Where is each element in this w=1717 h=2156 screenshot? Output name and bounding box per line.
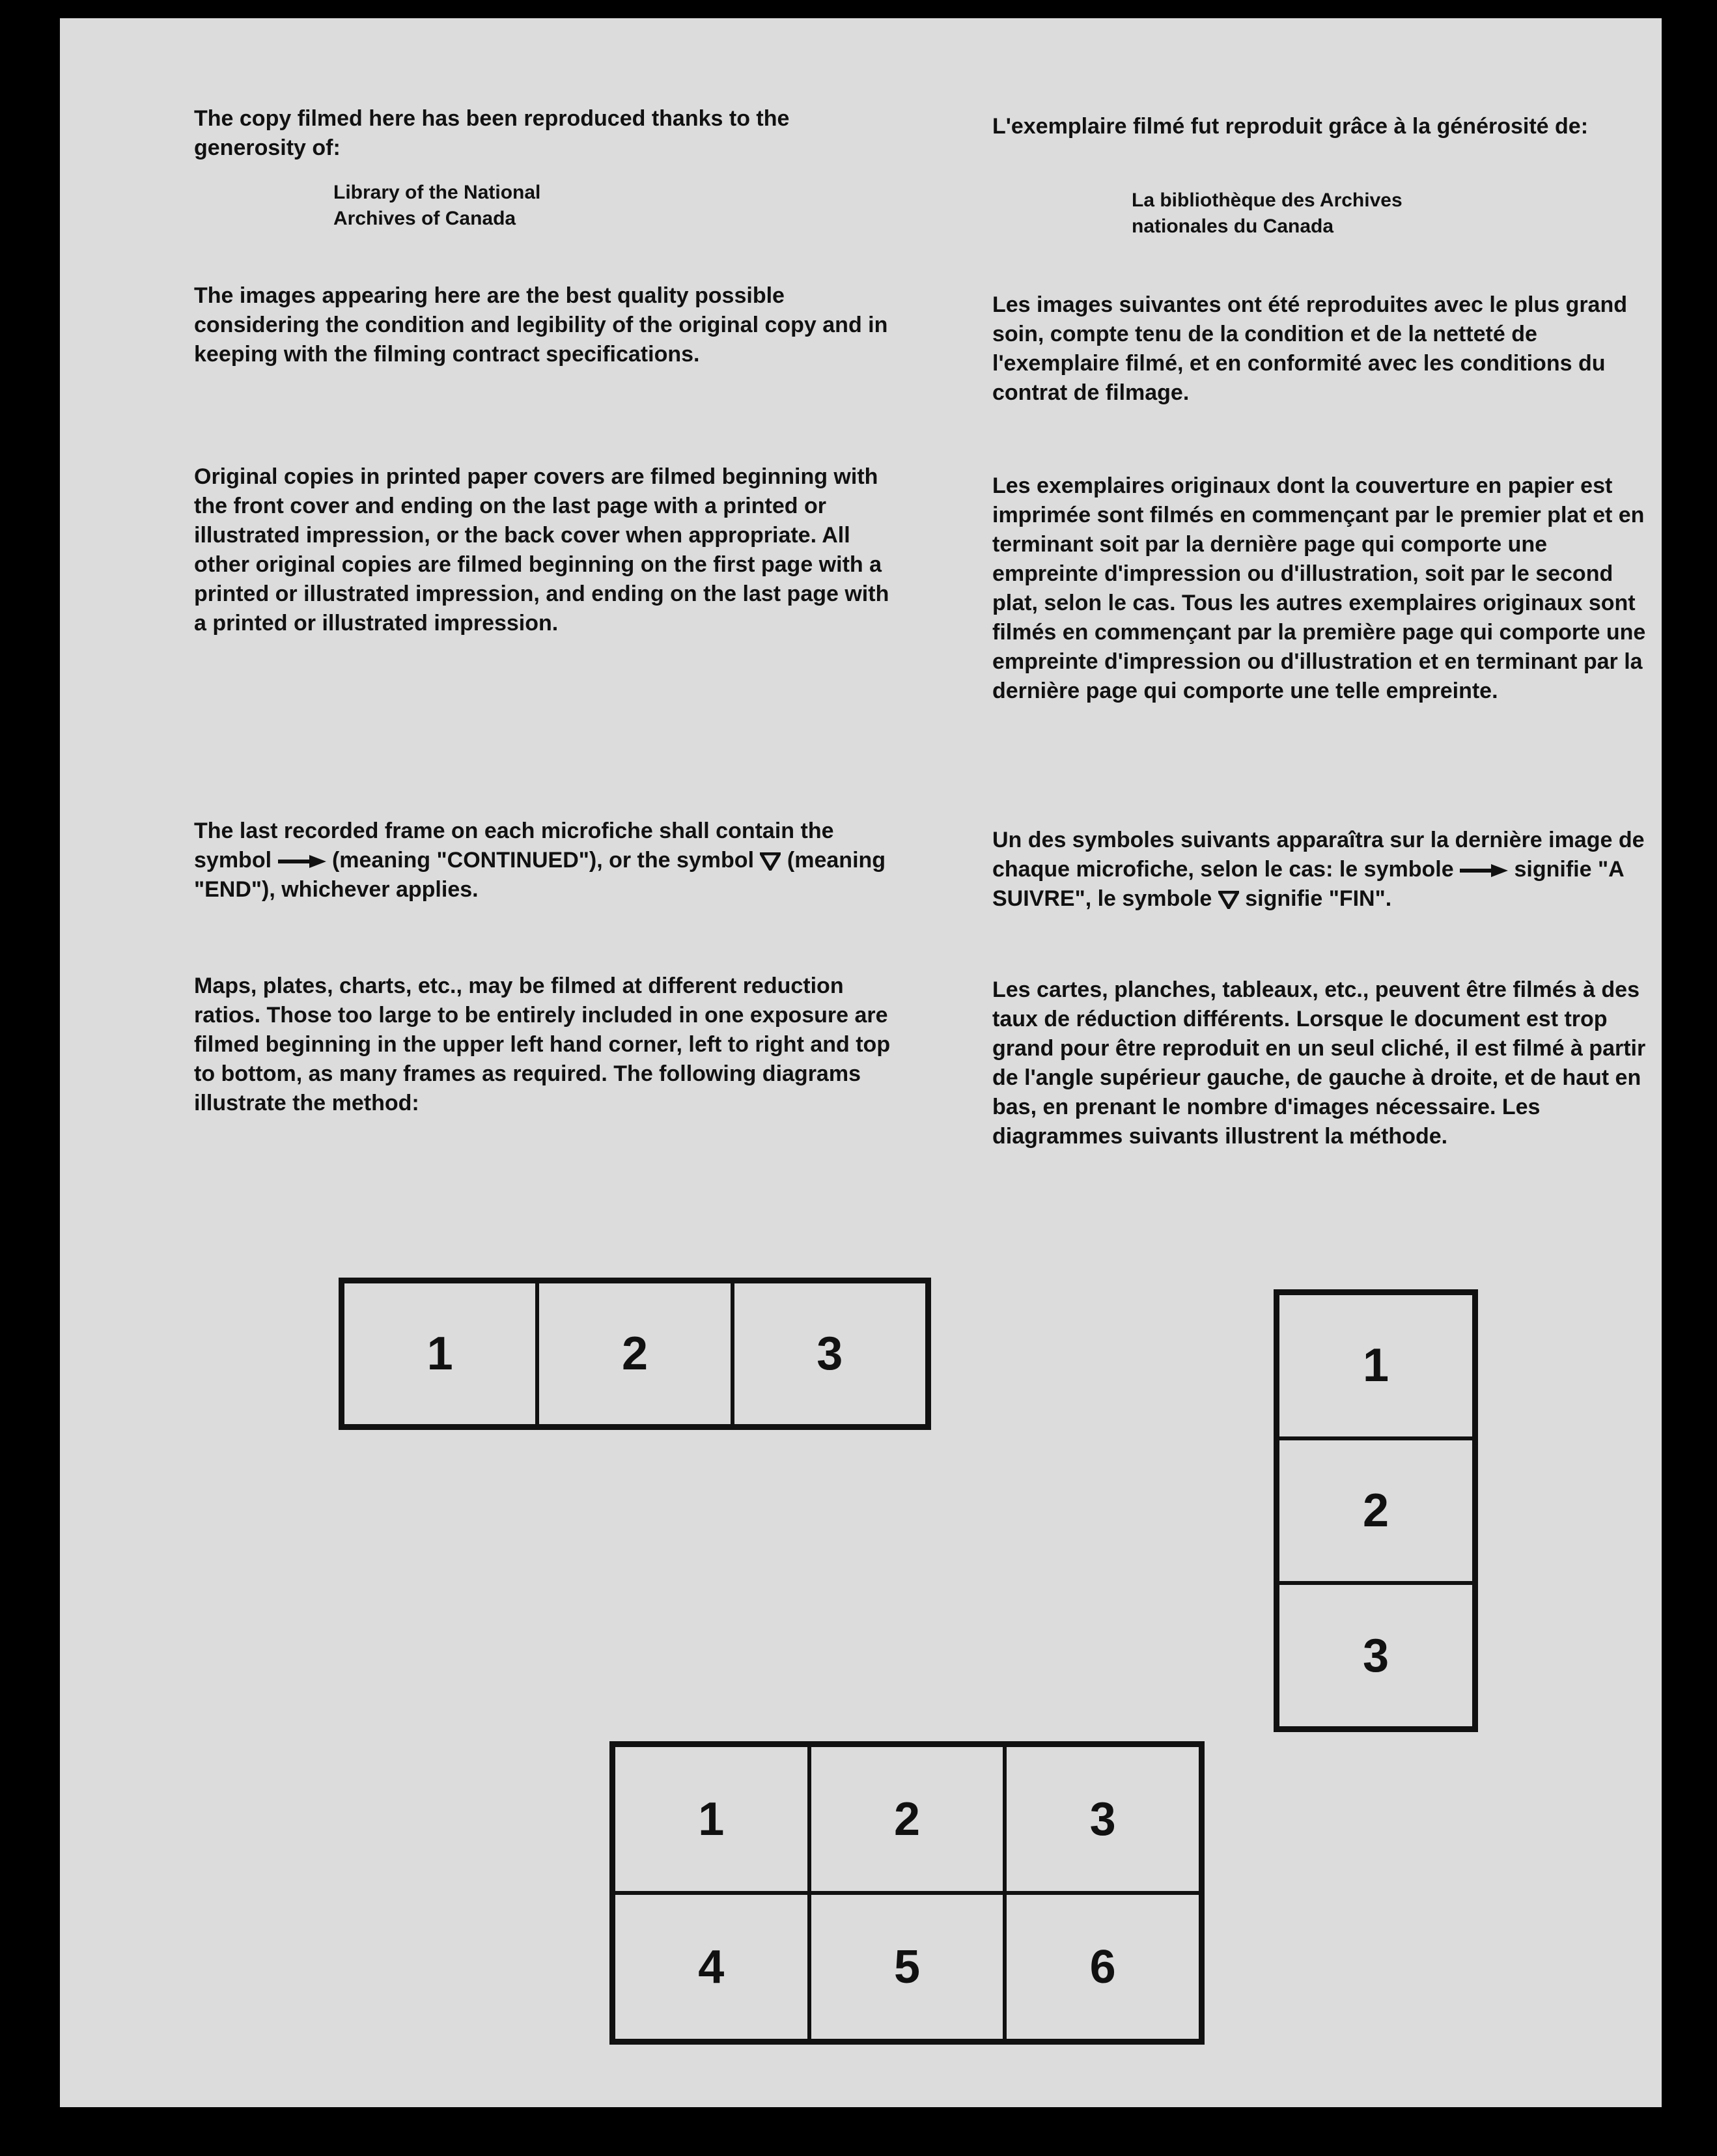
- frame-cell: 5: [809, 1893, 1005, 2041]
- vertical-frames-diagram: [1274, 1289, 1478, 1732]
- continued-arrow-icon: [1460, 864, 1508, 877]
- frame-cell: 3: [733, 1281, 927, 1426]
- quality-paragraph-fr: Les images suivantes ont été reproduites avec le plus grand soin, compte tenu de la condition et de la netteté de l'exemplaire filmé, et en conformité avec les conditions du contrat de filmage.: [992, 292, 1627, 405]
- quality-paragraph: The images appearing here are the best quality possible considering the condition and legibility of the original copy and in keeping with the filming contract specifications.: [194, 283, 888, 367]
- grid-frames-diagram: [609, 1741, 1205, 2045]
- symbols-paragraph: The last recorded frame on each microfiche shall contain the symbol (meaning "CONTINUED"), or the symbol (meaning "END"), whichever applies.: [194, 819, 886, 902]
- originals-paragraph: Original copies in printed paper covers are filmed beginning with the front cover and ending on the last page with a printed or illustrated impression, or the back cover when appropriate. All other original copies are filmed beginning on the first page with a printed or illustrated impression, and ending on the last page with a printed or illustrated impression.: [194, 464, 889, 636]
- frame-cell: 1: [342, 1281, 537, 1426]
- frame-cell: 3: [1005, 1745, 1201, 1893]
- frame-cell: 2: [537, 1281, 732, 1426]
- maps-paragraph-fr: Les cartes, planches, tableaux, etc., peuvent être filmés à des taux de réduction différents. Lorsque le document est trop grand pour être reproduit en un seul cliché, il est filmé à partir de l'angle supérieur gauche, de gauche à droite, et de haut en bas, en prenant le nombre d'images nécessaire. Les diagrammes suivants illustrent la méthode.: [992, 977, 1646, 1149]
- document-sheet: [60, 18, 1662, 2107]
- continued-arrow-icon: [278, 855, 326, 868]
- frame-cell: 6: [1005, 1893, 1201, 2041]
- maps-paragraph: Maps, plates, charts, etc., may be filmed at different reduction ratios. Those too large to be entirely included in one exposure are filmed beginning in the upper left hand corner, left to right and top to bottom, as many frames as required. The following diagrams illustrate the method:: [194, 973, 891, 1115]
- thanks-text-fr: L'exemplaire filmé fut reproduit grâce à la générosité de:: [992, 114, 1589, 139]
- originals-paragraph-fr: Les exemplaires originaux dont la couverture en papier est imprimée sont filmés en commençant par le premier plat et en terminant soit par la dernière page qui comporte une empreinte d'impression ou d'illustration, soit par le second plat, selon le cas. Tous les autres exemplaires originaux sont filmés en commençant par la première page qui comporte une empreinte d'impression ou d'illustration et en terminant par la dernière page qui comporte une telle empreinte.: [992, 473, 1646, 703]
- thanks-text: The copy filmed here has been reproduced thanks to the generosity of:: [194, 106, 790, 160]
- frame-cell: 4: [613, 1893, 809, 2041]
- institution-name-fr: La bibliothèque des Archives nationales du Canada: [1132, 189, 1403, 237]
- frame-cell: 1: [613, 1745, 809, 1893]
- end-triangle-icon: [1218, 891, 1239, 909]
- institution-name: Library of the National Archives of Canada: [333, 182, 541, 229]
- frame-cell: 3: [1277, 1583, 1474, 1728]
- symbols-paragraph-fr: Un des symboles suivants apparaîtra sur la dernière image de chaque microfiche, selon le cas: le symbole signifie "A SUIVRE", le symbole signifie "FIN".: [992, 828, 1645, 911]
- horizontal-frames-diagram: [339, 1278, 931, 1430]
- end-triangle-icon: [760, 852, 781, 871]
- frame-cell: 2: [1277, 1438, 1474, 1584]
- frame-cell: 2: [809, 1745, 1005, 1893]
- frame-cell: 1: [1277, 1293, 1474, 1438]
